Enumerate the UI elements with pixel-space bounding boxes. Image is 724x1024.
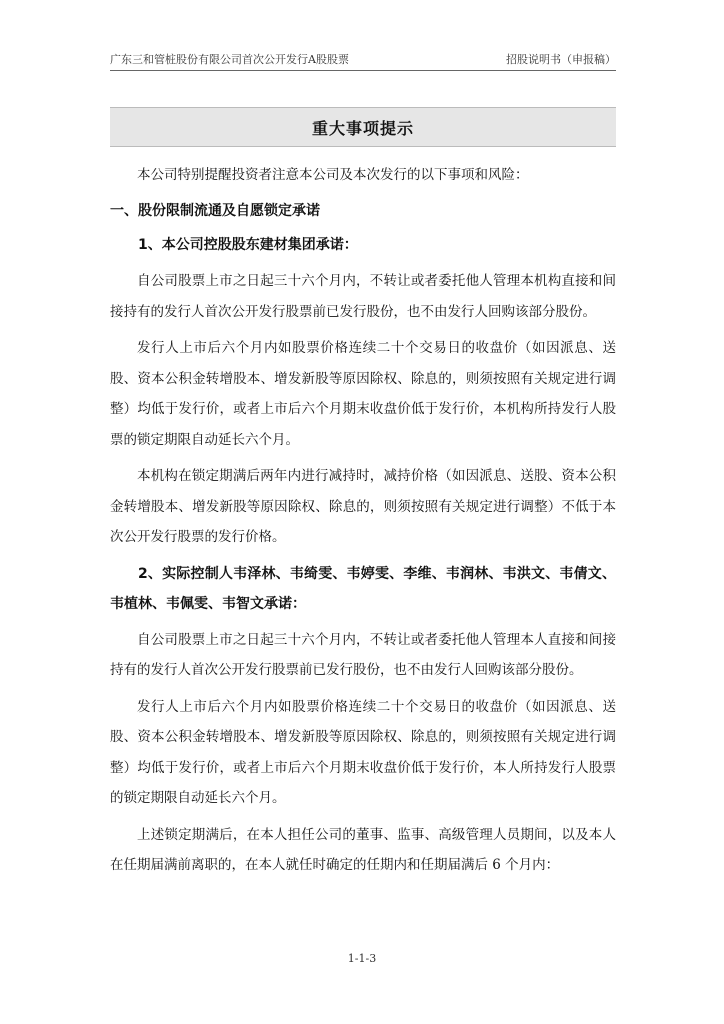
paragraph: 自公司股票上市之日起三十六个月内，不转让或者委托他人管理本人直接和间接持有的发行人首次公开发行股票前已发行股份，也不由发行人回购该部分股份。 <box>110 631 616 678</box>
paragraph: 自公司股票上市之日起三十六个月内，不转让或者委托他人管理本机构直接和间接持有的发行人首次公开发行股票前已发行股份，也不由发行人回购该部分股份。 <box>110 273 616 320</box>
header-document-type: 招股说明书（申报稿） <box>506 53 616 66</box>
page-title: 重大事项提示 <box>311 118 414 138</box>
document-body <box>110 160 616 887</box>
header-document-name: 广东三和管桩股份有限公司首次公开发行A股股票 <box>110 53 349 66</box>
paragraph: 本机构在锁定期满后两年内进行减持时，减持价格（如因派息、送股、资本公积金转增股本、增发新股等原因除权、除息的，则须按照有关规定进行调整）不低于本次公开发行股票的发行价格。 <box>110 468 616 545</box>
paragraph: 发行人上市后六个月内如股票价格连续二十个交易日的收盘价（如因派息、送股、资本公积金转增股本、增发新股等原因除权、除息的，则须按照有关规定进行调整）均低于发行价，或者上市后六个月期末收盘价低于发行价，本人所持发行人股票的锁定期限自动延长六个月。 <box>110 698 616 806</box>
page-number: 1-1-3 <box>347 952 377 965</box>
intro-paragraph: 本公司特别提醒投资者注意本公司及本次发行的以下事项和风险： <box>137 167 529 183</box>
subsection-heading-2: 2、实际控制人韦泽林、韦绮雯、韦婷雯、李维、韦润林、韦洪文、韦倩文、韦植林、韦佩雯、韦智文承诺： <box>110 565 616 612</box>
subsection-heading-1: 1、本公司控股股东建材集团承诺： <box>138 237 358 253</box>
paragraph: 发行人上市后六个月内如股票价格连续二十个交易日的收盘价（如因派息、送股、资本公积金转增股本、增发新股等原因除权、除息的，则须按照有关规定进行调整）均低于发行价，或者上市后六个月期末收盘价低于发行价，本机构所持发行人股票的锁定期限自动延长六个月。 <box>110 340 616 448</box>
title-banner <box>110 107 616 147</box>
paragraph: 上述锁定期满后，在本人担任公司的董事、监事、高级管理人员期间，以及本人在任期届满前离职的，在本人就任时确定的任期内和任期届满后 6 个月内： <box>110 826 616 873</box>
page-header <box>110 49 616 71</box>
section-heading: 一、股份限制流通及自愿锁定承诺 <box>110 203 320 219</box>
